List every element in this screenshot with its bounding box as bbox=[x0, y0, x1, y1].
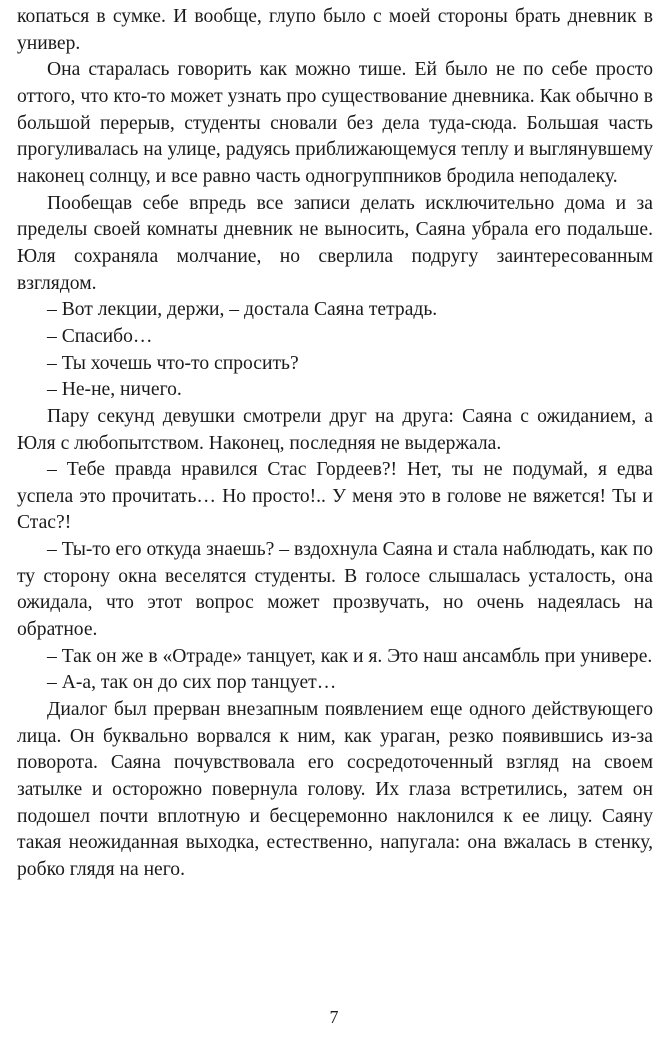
dialogue-line: – Так он же в «Отраде» танцует, как и я. Это наш ансамбль при универе. bbox=[47, 645, 653, 667]
dialogue-line: – Ты-то его откуда знаешь? – вздохнула Саяна и стала наблюдать, как по ту сторону окна веселятся студенты. В голосе слышалась усталость, она ожидала, что этот вопрос может прозвучать, но очень надеялась на обратное. bbox=[17, 539, 653, 641]
dialogue-line: – Тебе правда нравился Стас Гордеев?! Нет, ты не подумай, я едва успела это прочитать… Но просто!.. У меня это в голове не вяжется! Ты и Стас?! bbox=[17, 459, 653, 534]
dialogue-line: – А-а, так он до сих пор танцует… bbox=[47, 672, 337, 694]
dialogue-line: – Не-не, ничего. bbox=[47, 379, 182, 401]
paragraph: Пару секунд девушки смотрели друг на друга: Саяна с ожиданием, а Юля с любопытством. Наконец, последняя не выдержала. bbox=[17, 405, 653, 454]
dialogue-line: – Спасибо… bbox=[47, 325, 153, 347]
paragraph: Диалог был прерван внезапным появлением еще одного действующего лица. Он буквально ворвался к ним, как ураган, резко появившись из-за поворота. Саяна почувствовала его сосредоточенный взгляд на своем затылке и осторожно повернула голову. Их глаза встретились, затем он подошел почти вплотную и бесцеремонно наклонился к ее лицу. Саяну такая неожиданная выходка, естественно, напугала: она вжалась в стенку, робко глядя на него. bbox=[17, 699, 653, 880]
page-number: 7 bbox=[329, 1007, 339, 1027]
paragraph: Пообещав себе впредь все записи делать исключительно дома и за пределы своей комнаты дневник не выносить, Саяна убрала его подальше. Юля сохраняла молчание, но сверлила подругу заинтересованным взглядом. bbox=[17, 192, 653, 294]
dialogue-line: – Ты хочешь что-то спросить? bbox=[47, 352, 299, 374]
dialogue-line: – Вот лекции, держи, – достала Саяна тетрадь. bbox=[47, 299, 438, 321]
paragraph-continued: копаться в сумке. И вообще, глупо было с моей стороны брать дневник в универ. bbox=[17, 6, 653, 54]
paragraph: Она старалась говорить как можно тише. Ей было не по себе просто оттого, что кто-то может узнать про существование дневника. Как обычно в большой перерыв, студенты сновали без дела туда-сюда. Большая часть прогуливалась на улице, радуясь приближающемуся теплу и выглянувшему наконец солнцу, и все равно часть одногруппников бродила неподалеку. bbox=[17, 59, 653, 187]
